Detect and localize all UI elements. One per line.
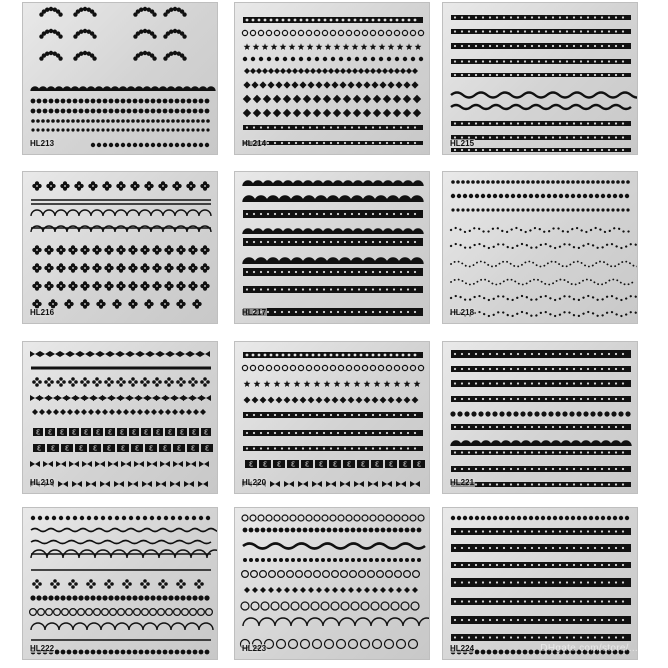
diamond-row <box>243 95 421 103</box>
star-row <box>244 43 422 50</box>
scallop-row <box>243 258 423 264</box>
solid-band <box>243 141 423 145</box>
sheet-label: HL221 <box>450 478 475 487</box>
ring-row <box>241 640 418 649</box>
sheet-pattern-dots-stars-boxes <box>235 342 430 494</box>
sheet-label: HL213 <box>30 139 55 148</box>
svg-text:Ɛ: Ɛ <box>203 428 209 437</box>
ring-row <box>242 571 420 578</box>
dot-row <box>31 109 210 114</box>
sheet-pattern-floral-waves <box>443 3 638 155</box>
perforation-row <box>246 19 417 22</box>
sticker-sheet-hl213 <box>22 2 218 155</box>
svg-text:Ɛ: Ɛ <box>120 444 126 453</box>
bow-row <box>30 351 210 357</box>
svg-text:Ɛ: Ɛ <box>318 460 324 469</box>
svg-text:Ɛ: Ɛ <box>64 444 70 453</box>
wave-line <box>451 228 631 232</box>
solid-band <box>451 59 631 64</box>
fan-motif <box>163 7 186 17</box>
sticker-sheet-hl214 <box>234 2 430 155</box>
star-row <box>244 380 421 387</box>
solid-band <box>451 15 631 20</box>
solid-band <box>451 562 631 568</box>
solid-band <box>451 424 631 430</box>
wave-line <box>31 541 211 544</box>
sheet-label: HL216 <box>30 308 55 317</box>
svg-text:Ɛ: Ɛ <box>388 460 394 469</box>
solid-band <box>451 466 631 472</box>
sheet-pattern-heavy-lace <box>443 508 638 660</box>
sticker-sheet-hl221 <box>442 341 638 494</box>
svg-text:Ɛ: Ɛ <box>262 460 268 469</box>
svg-text:Ɛ: Ɛ <box>143 428 149 437</box>
store-watermark: DHgate.com/store/... <box>540 643 638 654</box>
bow-row <box>30 395 211 401</box>
svg-text:Ɛ: Ɛ <box>360 460 366 469</box>
solid-band <box>451 598 631 605</box>
dot-row <box>31 99 210 104</box>
svg-text:Ɛ: Ɛ <box>167 428 173 437</box>
diamond-row <box>243 81 418 88</box>
sticker-sheet-hl215 <box>442 2 638 155</box>
sticker-sheet-hl224 <box>442 507 638 660</box>
scallop-row <box>243 618 430 626</box>
solid-band <box>451 29 631 34</box>
ring-row <box>242 515 424 521</box>
fan-motif <box>73 51 96 61</box>
flower-row <box>32 181 209 190</box>
svg-text:Ɛ: Ɛ <box>416 460 422 469</box>
sticker-sheet-hl222 <box>22 507 218 660</box>
svg-text:Ɛ: Ɛ <box>106 444 112 453</box>
dot-row <box>451 516 629 520</box>
sheet-pattern-bows-and-boxes <box>23 342 218 494</box>
fan-motif <box>39 29 62 39</box>
diamond-row <box>244 587 418 593</box>
svg-text:Ɛ: Ɛ <box>276 460 282 469</box>
svg-text:Ɛ: Ɛ <box>47 428 53 437</box>
solid-band <box>243 286 423 293</box>
sheet-label: HL219 <box>30 478 55 487</box>
box-row <box>33 444 213 453</box>
sheet-pattern-dotted-waves <box>443 172 638 324</box>
svg-text:Ɛ: Ɛ <box>148 444 154 453</box>
solid-band <box>451 380 631 387</box>
ring-row <box>242 365 423 370</box>
wave-line <box>451 296 638 300</box>
wave-line <box>31 529 218 532</box>
svg-text:Ɛ: Ɛ <box>248 460 254 469</box>
diamond-row <box>243 109 421 117</box>
fan-motif <box>133 7 156 17</box>
scallop-row <box>31 87 215 91</box>
scallop-row <box>243 229 423 234</box>
svg-text:Ɛ: Ɛ <box>119 428 125 437</box>
dot-row <box>31 650 210 655</box>
svg-text:Ɛ: Ɛ <box>134 444 140 453</box>
solid-band <box>243 268 423 276</box>
svg-text:Ɛ: Ɛ <box>83 428 89 437</box>
wave-line <box>243 544 425 549</box>
svg-text:Ɛ: Ɛ <box>204 444 210 453</box>
sheet-pattern-flower-chain-arcs <box>23 172 218 324</box>
fan-motif <box>39 51 62 61</box>
solid-band <box>451 616 631 624</box>
flower-row <box>32 299 201 308</box>
solid-band <box>243 412 423 418</box>
fan-motif <box>73 7 96 17</box>
cross-row <box>32 377 210 387</box>
solid-band <box>451 43 631 49</box>
solid-band <box>451 73 631 77</box>
svg-text:Ɛ: Ɛ <box>190 444 196 453</box>
svg-text:Ɛ: Ɛ <box>304 460 310 469</box>
fan-motif <box>133 51 156 61</box>
sheet-pattern-scallop-fans <box>23 3 218 155</box>
svg-text:Ɛ: Ɛ <box>402 460 408 469</box>
svg-text:Ɛ: Ɛ <box>131 428 137 437</box>
fan-motif <box>133 29 156 39</box>
sticker-sheet-hl223 <box>234 507 430 660</box>
sheet-pattern-dense-lace <box>443 342 638 494</box>
wave-line <box>451 312 638 316</box>
sticker-sheet-hl218 <box>442 171 638 324</box>
solid-band <box>451 528 631 535</box>
scallop-row <box>31 226 211 232</box>
svg-text:Ɛ: Ɛ <box>35 428 41 437</box>
svg-text:Ɛ: Ɛ <box>59 428 65 437</box>
solid-band <box>243 125 423 130</box>
sheet-pattern-rings-and-waves <box>235 508 430 660</box>
diamond-row <box>32 409 206 415</box>
svg-text:Ɛ: Ɛ <box>92 444 98 453</box>
svg-text:Ɛ: Ɛ <box>95 428 101 437</box>
scallop-row <box>451 441 631 446</box>
box-row <box>33 428 211 437</box>
fan-motif <box>163 51 186 61</box>
svg-text:Ɛ: Ɛ <box>78 444 84 453</box>
dot-row <box>91 143 209 147</box>
svg-text:Ɛ: Ɛ <box>176 444 182 453</box>
sheet-label: HL222 <box>30 644 55 653</box>
dot-row <box>450 411 630 416</box>
bow-row <box>30 461 209 467</box>
svg-text:Ɛ: Ɛ <box>179 428 185 437</box>
sheet-label: HL214 <box>242 139 267 148</box>
svg-text:Ɛ: Ɛ <box>191 428 197 437</box>
sticker-sheet-hl220 <box>234 341 430 494</box>
dot-row <box>31 516 210 520</box>
solid-band <box>451 450 631 455</box>
dot-row <box>31 128 209 131</box>
scallop-row <box>31 210 211 216</box>
solid-band <box>451 350 631 358</box>
dot-row <box>243 528 422 533</box>
sheet-label: HL220 <box>242 478 267 487</box>
solid-band <box>243 210 423 218</box>
svg-text:Ɛ: Ɛ <box>162 444 168 453</box>
ring-row <box>30 609 213 616</box>
diamond-row <box>244 397 419 404</box>
bow-row <box>30 481 208 487</box>
sheet-label: HL224 <box>450 644 475 653</box>
fan-motif <box>163 29 186 39</box>
solid-band <box>243 308 423 316</box>
fan-motif <box>73 29 96 39</box>
svg-text:Ɛ: Ɛ <box>155 428 161 437</box>
svg-text:Ɛ: Ɛ <box>50 444 56 453</box>
solid-band <box>451 544 631 552</box>
scallop-row <box>243 181 423 186</box>
svg-text:Ɛ: Ɛ <box>346 460 352 469</box>
dot-row <box>31 119 210 123</box>
wave-line <box>451 280 633 285</box>
solid-band <box>451 135 631 140</box>
sheet-pattern-lace-scallops <box>235 172 430 324</box>
solid-band <box>451 634 631 641</box>
flower-row <box>32 245 209 254</box>
sheet-label: HL217 <box>242 308 267 317</box>
fan-motif <box>39 7 62 17</box>
dot-row <box>243 558 421 562</box>
bow-row <box>242 481 420 487</box>
solid-band <box>451 578 631 587</box>
flower-row <box>32 281 209 290</box>
solid-band <box>243 238 423 246</box>
wave-line <box>451 244 638 248</box>
sheet-label: HL218 <box>450 308 475 317</box>
svg-text:Ɛ: Ɛ <box>107 428 113 437</box>
scallop-row <box>31 623 213 630</box>
sticker-sheet-hl219 <box>22 341 218 494</box>
scallop-row <box>243 196 423 202</box>
dot-row <box>451 208 629 211</box>
box-row <box>245 460 425 469</box>
sticker-sheet-hl216 <box>22 171 218 324</box>
wave-line <box>451 105 631 109</box>
solid-band <box>243 430 423 436</box>
sheet-label: HL215 <box>450 139 475 148</box>
perforation-row <box>246 354 417 357</box>
sheet-label: HL223 <box>242 644 267 653</box>
svg-text:Ɛ: Ɛ <box>290 460 296 469</box>
solid-band <box>451 121 631 126</box>
solid-band <box>451 396 631 402</box>
dot-row <box>451 194 629 198</box>
ring-row <box>241 602 419 610</box>
dot-row <box>243 57 423 61</box>
dot-row <box>30 595 209 600</box>
solid-band <box>451 148 631 152</box>
solid-band <box>451 366 631 372</box>
sheet-pattern-arcs-and-crosses <box>23 508 218 660</box>
sheet-pattern-dots-stars-diamonds <box>235 3 430 155</box>
flower-row <box>32 263 209 272</box>
dot-row <box>451 180 630 184</box>
svg-text:Ɛ: Ɛ <box>374 460 380 469</box>
svg-text:Ɛ: Ɛ <box>36 444 42 453</box>
cross-row <box>32 579 204 589</box>
wave-line <box>451 262 638 267</box>
ring-row <box>242 30 423 35</box>
wave-line <box>451 93 638 98</box>
svg-text:Ɛ: Ɛ <box>332 460 338 469</box>
diamond-row <box>244 68 418 74</box>
solid-band <box>451 482 631 487</box>
sticker-sheet-hl217 <box>234 171 430 324</box>
svg-text:Ɛ: Ɛ <box>71 428 77 437</box>
solid-band <box>243 446 423 451</box>
